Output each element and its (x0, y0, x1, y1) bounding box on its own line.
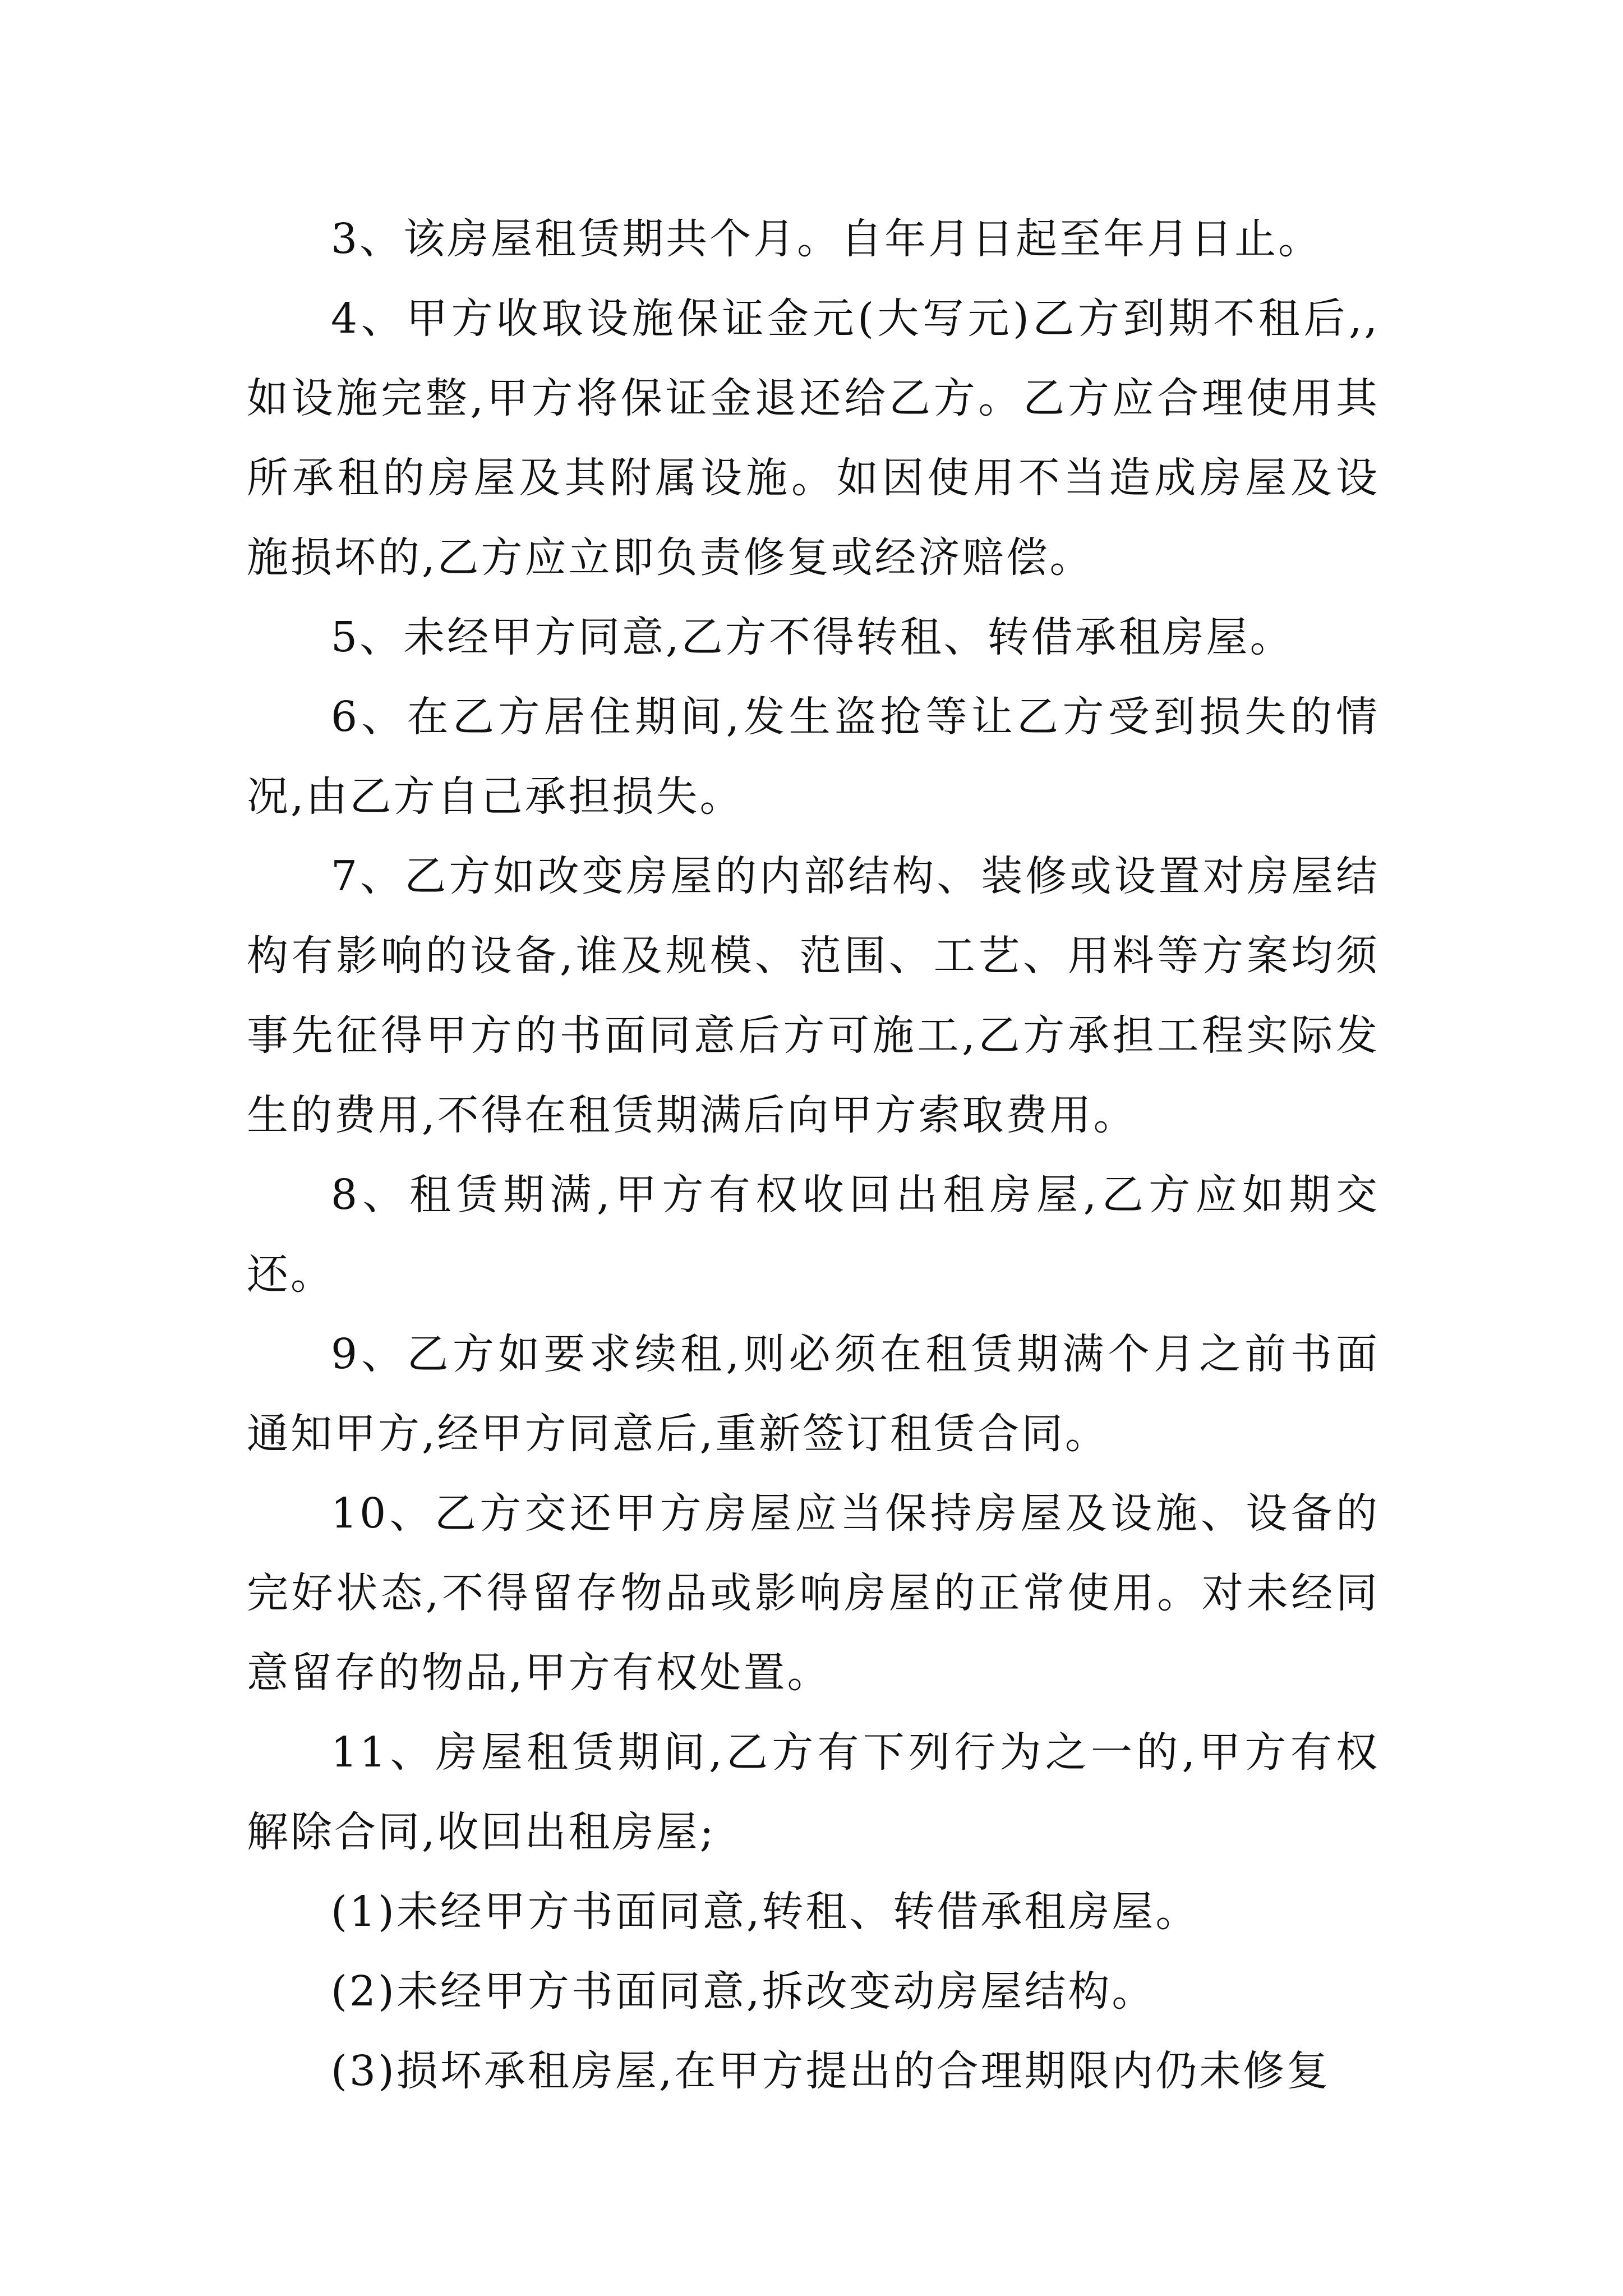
clause-11-item-2: (2)未经甲方书面同意,拆改变动房屋结构。 (331, 1967, 1156, 2016)
clause-10: 10、乙方交还甲方房屋应当保持房屋及设施、设备的完好状态,不得留存物品或影响房屋的正常使用。对未经同意留存的物品,甲方有权处置。 (247, 1489, 1380, 1697)
clause-6: 6、在乙方居住期间,发生盗抢等让乙方受到损失的情况,由乙方自己承担损失。 (247, 693, 1380, 821)
clause-9: 9、乙方如要求续租,则必须在租赁期满个月之前书面通知甲方,经甲方同意后,重新签订租赁合同。 (247, 1330, 1380, 1458)
clause-11: 11、房屋租赁期间,乙方有下列行为之一的,甲方有权解除合同,收回出租房屋; (247, 1728, 1380, 1856)
clause-8: 8、租赁期满,甲方有权收回出租房屋,乙方应如期交还。 (247, 1171, 1380, 1299)
clause-5: 5、未经甲方同意,乙方不得转租、转借承租房屋。 (331, 613, 1294, 661)
clause-3: 3、该房屋租赁期共个月。自年月日起至年月日止。 (331, 215, 1322, 263)
clause-7: 7、乙方如改变房屋的内部结构、装修或设置对房屋结构有影响的设备,谁及规模、范围、工艺、用料等方案均须事先征得甲方的书面同意后方可施工,乙方承担工程实际发生的费用,不得在租赁期满后向甲方索取费用。 (247, 852, 1380, 1139)
document-body (247, 199, 1380, 2111)
clause-11-item-3: (3)损坏承租房屋,在甲方提出的合理期限内仍未修复 (331, 2047, 1331, 2095)
clause-11-item-1: (1)未经甲方书面同意,转租、转借承租房屋。 (331, 1888, 1200, 1936)
clause-4: 4、甲方收取设施保证金元(大写元)乙方到期不租后,,如设施完整,甲方将保证金退还给乙方。乙方应合理使用其所承租的房屋及其附属设施。如因使用不当造成房屋及设施损坏的,乙方应立即负责修复或经济赔偿。 (247, 295, 1380, 582)
